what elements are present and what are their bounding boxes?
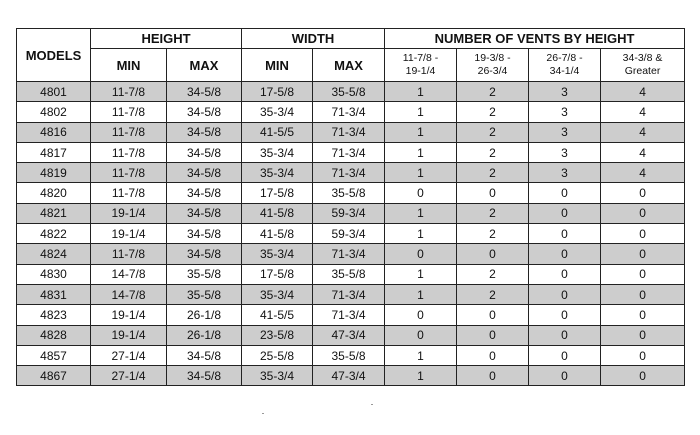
table-row xyxy=(17,264,685,284)
scan-speck xyxy=(371,404,373,405)
cell-vents-range-1: 1 xyxy=(385,82,457,102)
cell-width-min: 35-3/4 xyxy=(242,102,313,122)
cell-vents-range-1: 1 xyxy=(385,142,457,162)
cell-vents-range-1: 1 xyxy=(385,345,457,365)
cell-height-max: 34-5/8 xyxy=(167,345,242,365)
cell-vents-range-1: 1 xyxy=(385,122,457,142)
cell-vents-range-1: 1 xyxy=(385,224,457,244)
table-row xyxy=(17,244,685,264)
cell-vents-range-4: 4 xyxy=(601,82,685,102)
cell-vents-range-1: 0 xyxy=(385,244,457,264)
cell-width-min: 23-5/8 xyxy=(242,325,313,345)
cell-width-max: 35-5/8 xyxy=(313,345,385,365)
cell-height-min: 11-7/8 xyxy=(91,122,167,142)
cell-width-max: 59-3/4 xyxy=(313,224,385,244)
cell-vents-range-3: 3 xyxy=(529,102,601,122)
cell-vents-range-2: 0 xyxy=(457,183,529,203)
cell-vents-range-2: 2 xyxy=(457,224,529,244)
cell-vents-range-3: 0 xyxy=(529,345,601,365)
cell-width-max: 35-5/8 xyxy=(313,82,385,102)
cell-vents-range-3: 3 xyxy=(529,142,601,162)
cell-model: 4822 xyxy=(17,224,91,244)
cell-vents-range-2: 2 xyxy=(457,284,529,304)
cell-height-max: 35-5/8 xyxy=(167,284,242,304)
cell-vents-range-4: 4 xyxy=(601,102,685,122)
cell-model: 4830 xyxy=(17,264,91,284)
header-vents-by-height: NUMBER OF VENTS BY HEIGHT xyxy=(385,29,685,49)
header-width: WIDTH xyxy=(242,29,385,49)
cell-height-max: 34-5/8 xyxy=(167,102,242,122)
table-row xyxy=(17,142,685,162)
cell-vents-range-3: 0 xyxy=(529,325,601,345)
table-row xyxy=(17,183,685,203)
cell-vents-range-3: 0 xyxy=(529,305,601,325)
cell-height-min: 27-1/4 xyxy=(91,345,167,365)
cell-vents-range-4: 0 xyxy=(601,244,685,264)
table-row xyxy=(17,325,685,345)
cell-vents-range-2: 2 xyxy=(457,122,529,142)
cell-width-min: 41-5/5 xyxy=(242,122,313,142)
cell-height-max: 34-5/8 xyxy=(167,203,242,223)
header-height-min: MIN xyxy=(91,49,167,82)
cell-height-min: 11-7/8 xyxy=(91,82,167,102)
cell-vents-range-3: 0 xyxy=(529,224,601,244)
cell-width-min: 35-3/4 xyxy=(242,163,313,183)
cell-vents-range-4: 4 xyxy=(601,122,685,142)
cell-vents-range-2: 2 xyxy=(457,203,529,223)
header-height: HEIGHT xyxy=(91,29,242,49)
cell-height-min: 19-1/4 xyxy=(91,203,167,223)
cell-vents-range-2: 2 xyxy=(457,264,529,284)
cell-vents-range-3: 0 xyxy=(529,366,601,386)
table-row xyxy=(17,284,685,304)
table-row xyxy=(17,122,685,142)
cell-width-min: 25-5/8 xyxy=(242,345,313,365)
cell-height-max: 34-5/8 xyxy=(167,183,242,203)
table-row xyxy=(17,203,685,223)
table-body xyxy=(17,82,685,386)
cell-width-max: 71-3/4 xyxy=(313,284,385,304)
cell-height-max: 26-1/8 xyxy=(167,305,242,325)
cell-height-min: 14-7/8 xyxy=(91,284,167,304)
cell-vents-range-2: 0 xyxy=(457,366,529,386)
header-vent-range-3: 26-7/8 - 34-1/4 xyxy=(529,49,601,82)
header-models: MODELS xyxy=(17,29,91,82)
cell-height-min: 14-7/8 xyxy=(91,264,167,284)
cell-height-min: 11-7/8 xyxy=(91,183,167,203)
cell-vents-range-1: 0 xyxy=(385,305,457,325)
cell-model: 4823 xyxy=(17,305,91,325)
cell-model: 4816 xyxy=(17,122,91,142)
table-row xyxy=(17,305,685,325)
cell-vents-range-1: 1 xyxy=(385,163,457,183)
cell-width-max: 47-3/4 xyxy=(313,366,385,386)
cell-vents-range-2: 2 xyxy=(457,163,529,183)
cell-height-min: 11-7/8 xyxy=(91,102,167,122)
cell-width-min: 35-3/4 xyxy=(242,366,313,386)
cell-height-min: 11-7/8 xyxy=(91,244,167,264)
cell-width-min: 41-5/5 xyxy=(242,305,313,325)
cell-vents-range-4: 0 xyxy=(601,203,685,223)
cell-width-max: 71-3/4 xyxy=(313,142,385,162)
cell-vents-range-1: 1 xyxy=(385,203,457,223)
cell-height-min: 11-7/8 xyxy=(91,163,167,183)
cell-height-max: 34-5/8 xyxy=(167,122,242,142)
cell-vents-range-1: 0 xyxy=(385,325,457,345)
cell-width-min: 17-5/8 xyxy=(242,82,313,102)
cell-height-min: 11-7/8 xyxy=(91,142,167,162)
header-vent-range-1: 11-7/8 - 19-1/4 xyxy=(385,49,457,82)
table-row xyxy=(17,163,685,183)
header-vent-range-2: 19-3/8 - 26-3/4 xyxy=(457,49,529,82)
cell-model: 4824 xyxy=(17,244,91,264)
cell-vents-range-4: 0 xyxy=(601,345,685,365)
cell-width-max: 71-3/4 xyxy=(313,305,385,325)
cell-model: 4802 xyxy=(17,102,91,122)
cell-width-max: 59-3/4 xyxy=(313,203,385,223)
cell-width-max: 71-3/4 xyxy=(313,244,385,264)
table-row xyxy=(17,345,685,365)
cell-vents-range-4: 0 xyxy=(601,305,685,325)
table-row xyxy=(17,102,685,122)
cell-width-max: 71-3/4 xyxy=(313,163,385,183)
cell-vents-range-2: 0 xyxy=(457,244,529,264)
cell-width-max: 71-3/4 xyxy=(313,122,385,142)
header-width-min: MIN xyxy=(242,49,313,82)
cell-model: 4867 xyxy=(17,366,91,386)
cell-vents-range-4: 4 xyxy=(601,163,685,183)
cell-width-min: 41-5/8 xyxy=(242,203,313,223)
cell-height-max: 35-5/8 xyxy=(167,264,242,284)
cell-vents-range-1: 1 xyxy=(385,284,457,304)
cell-model: 4857 xyxy=(17,345,91,365)
cell-vents-range-4: 4 xyxy=(601,142,685,162)
cell-vents-range-3: 0 xyxy=(529,203,601,223)
cell-height-max: 26-1/8 xyxy=(167,325,242,345)
cell-model: 4821 xyxy=(17,203,91,223)
header-vent-range-4: 34-3/8 & Greater xyxy=(601,49,685,82)
cell-vents-range-4: 0 xyxy=(601,224,685,244)
cell-vents-range-2: 2 xyxy=(457,142,529,162)
table-row xyxy=(17,224,685,244)
cell-height-max: 34-5/8 xyxy=(167,82,242,102)
cell-height-min: 27-1/4 xyxy=(91,366,167,386)
cell-model: 4828 xyxy=(17,325,91,345)
cell-model: 4817 xyxy=(17,142,91,162)
cell-height-min: 19-1/4 xyxy=(91,224,167,244)
cell-width-min: 17-5/8 xyxy=(242,183,313,203)
cell-width-min: 35-3/4 xyxy=(242,284,313,304)
cell-vents-range-4: 0 xyxy=(601,264,685,284)
cell-width-max: 35-5/8 xyxy=(313,183,385,203)
cell-width-min: 41-5/8 xyxy=(242,224,313,244)
cell-vents-range-2: 0 xyxy=(457,305,529,325)
cell-width-min: 17-5/8 xyxy=(242,264,313,284)
cell-vents-range-4: 0 xyxy=(601,366,685,386)
cell-height-max: 34-5/8 xyxy=(167,163,242,183)
header-width-max: MAX xyxy=(313,49,385,82)
cell-height-max: 34-5/8 xyxy=(167,244,242,264)
cell-height-min: 19-1/4 xyxy=(91,325,167,345)
cell-height-max: 34-5/8 xyxy=(167,366,242,386)
cell-model: 4801 xyxy=(17,82,91,102)
cell-vents-range-2: 2 xyxy=(457,82,529,102)
cell-width-max: 35-5/8 xyxy=(313,264,385,284)
cell-height-min: 19-1/4 xyxy=(91,305,167,325)
cell-vents-range-1: 1 xyxy=(385,366,457,386)
cell-vents-range-3: 0 xyxy=(529,244,601,264)
cell-vents-range-2: 0 xyxy=(457,345,529,365)
cell-vents-range-4: 0 xyxy=(601,183,685,203)
cell-model: 4820 xyxy=(17,183,91,203)
scan-speck xyxy=(262,413,264,414)
cell-model: 4819 xyxy=(17,163,91,183)
cell-vents-range-3: 3 xyxy=(529,122,601,142)
table-row xyxy=(17,366,685,386)
cell-height-max: 34-5/8 xyxy=(167,142,242,162)
cell-width-max: 71-3/4 xyxy=(313,102,385,122)
vent-spec-table xyxy=(16,28,685,386)
cell-vents-range-2: 2 xyxy=(457,102,529,122)
cell-width-max: 47-3/4 xyxy=(313,325,385,345)
vent-spec-sheet xyxy=(16,28,684,386)
cell-width-min: 35-3/4 xyxy=(242,244,313,264)
header-height-max: MAX xyxy=(167,49,242,82)
cell-vents-range-3: 3 xyxy=(529,163,601,183)
cell-vents-range-3: 0 xyxy=(529,284,601,304)
cell-vents-range-4: 0 xyxy=(601,325,685,345)
cell-vents-range-1: 1 xyxy=(385,102,457,122)
cell-width-min: 35-3/4 xyxy=(242,142,313,162)
cell-vents-range-3: 3 xyxy=(529,82,601,102)
cell-vents-range-3: 0 xyxy=(529,183,601,203)
cell-model: 4831 xyxy=(17,284,91,304)
cell-vents-range-4: 0 xyxy=(601,284,685,304)
table-row xyxy=(17,82,685,102)
table-header xyxy=(17,29,685,82)
cell-vents-range-2: 0 xyxy=(457,325,529,345)
cell-vents-range-1: 1 xyxy=(385,264,457,284)
cell-vents-range-1: 0 xyxy=(385,183,457,203)
cell-height-max: 34-5/8 xyxy=(167,224,242,244)
cell-vents-range-3: 0 xyxy=(529,264,601,284)
